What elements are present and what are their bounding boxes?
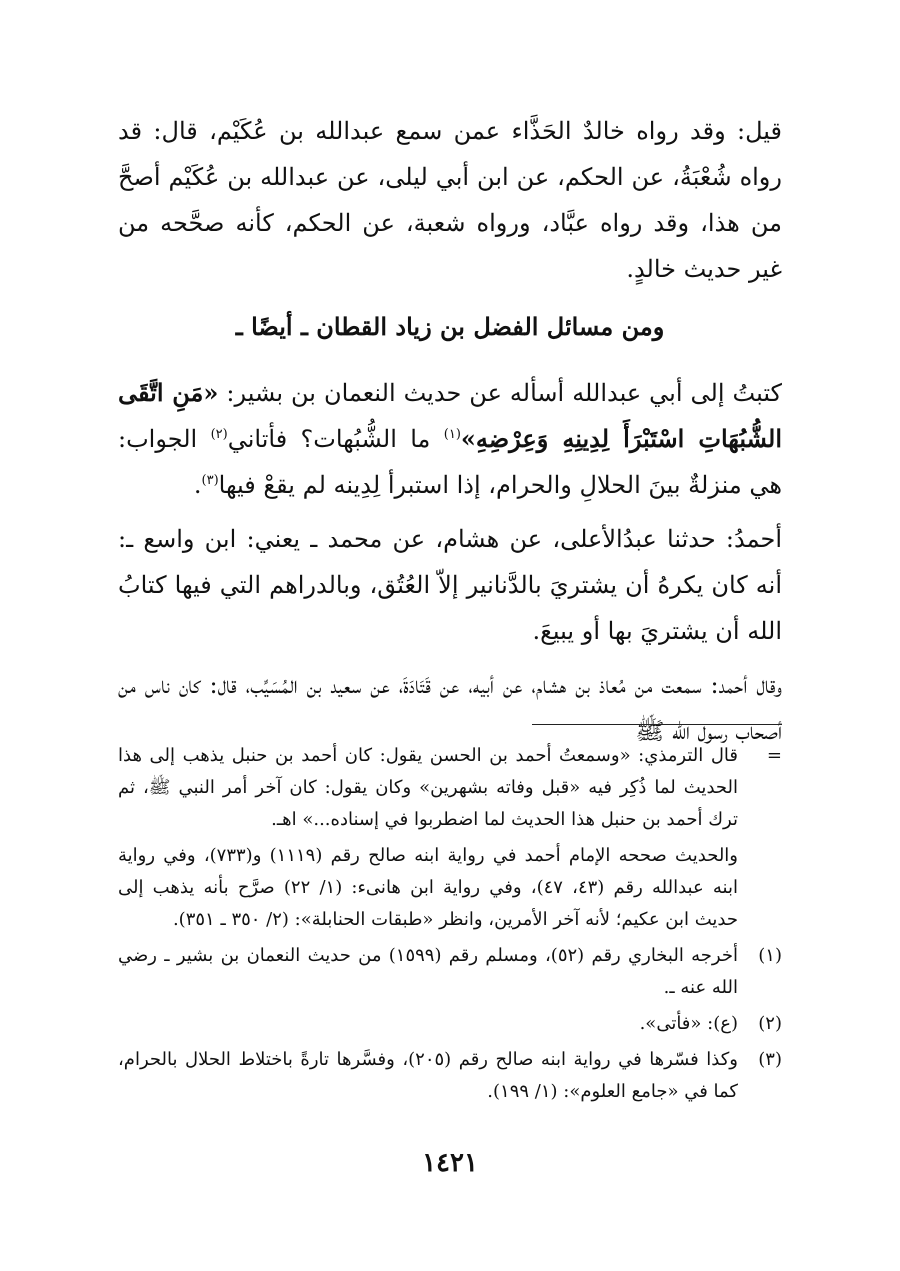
paragraph-2-intro: كتبتُ إلى أبي عبدالله أسأله عن حديث النعمان بن بشير: [218, 379, 782, 407]
footnote-number-2: (٢) [758, 1013, 782, 1034]
footnote-continuation-1 [118, 740, 782, 836]
footnote-text-1: أخرجه البخاري رقم (٥٢)، ومسلم رقم (١٥٩٩) من حديث النعمان بن بشير ـ رضي الله عنه ـ. [118, 945, 738, 998]
footnote-number-1: (١) [758, 945, 782, 966]
footnote-ref-3[interactable]: (٣) [201, 473, 219, 488]
paragraph-3: أحمدُ: حدثنا عبدُالأعلى، عن هشام، عن محمد ـ يعني: ابن واسع ـ: أنه كان يكرهُ أن يشتريَ بالدَّنانير إلاّ العُتُق، وبالدراهم التي فيها كتابُ الله أن يشتريَ بها أو يبيعَ. [118, 525, 782, 645]
footnote-1 [118, 940, 782, 1004]
footnote-2 [118, 1008, 782, 1040]
paragraph-2-mid: ما الشُّبُهات؟ فأتاني [227, 425, 444, 453]
hadith-quote: «مَنِ اتَّقَى الشُّبُهَاتِ اسْتَبْرَأَ لِدِينِهِ وَعِرْضِهِ» [118, 378, 782, 453]
paragraph-2 [118, 370, 782, 508]
footnote-ref-2[interactable]: (٢) [210, 427, 228, 442]
footnotes-section [118, 740, 782, 1112]
paragraph-4: وقال أحمد: سمعت من مُعاذ بن هشام، عن أبيه، عن قَتَادَةَ، عن سعيد بن المُسَيِّب، قال: كان ناس من أصحاب رسول الله ﷺ [118, 671, 782, 745]
footnote-continuation-text-1: قال الترمذي: «وسمعتُ أحمد بن الحسن يقول: كان أحمد بن حنبل يذهب إلى هذا الحديث لما ذُكِر فيه «قبل وفاته بشهرين» وكان يقول: كان آخر أمر النبي ﷺ، ثم ترك أحمد بن حنبل هذا الحديث لما اضطربوا في إسناده...» اهـ. [118, 745, 738, 830]
page-number: ١٤٢١ [422, 1148, 478, 1178]
section-heading: ومن مسائل الفضل بن زياد القطان ـ أيضًا ـ [235, 312, 665, 341]
footnote-number-3: (٣) [758, 1049, 782, 1070]
footnote-separator [532, 724, 782, 725]
footnote-text-2: (ع): «فأتى». [639, 1013, 738, 1034]
footnote-text-3: وكذا فسّرها في رواية ابنه صالح رقم (٢٠٥)، وفسَّرها تارةً باختلاط الحلال بالحرام، كما في «جامع العلوم»: (١/ ١٩٩). [118, 1049, 738, 1102]
paragraph-1: قيل: وقد رواه خالدٌ الحَذَّاء عمن سمع عبدالله بن عُكَيْم، قال: قد رواه شُعْبَةُ، عن الحكم، عن ابن أبي ليلى، عن عبدالله بن عُكَيْم أصحَّ من هذا، وقد رواه عبَّاد، ورواه شعبة، عن الحكم، كأنه صحَّحه من غير حديث خالدٍ. [118, 117, 782, 283]
footnote-continuation-2: والحديث صححه الإمام أحمد في رواية ابنه صالح رقم (١١١٩) و(٧٣٣)، وفي رواية ابنه عبدالله رقم (٤٣، ٤٧)، وفي رواية ابن هانىء: (١/ ٢٢) صرَّح بأنه يذهب إلى حديث ابن عكيم؛ لأنه آخر الأمرين، وانظر «طبقات الحنابلة»: (٢/ ٣٥٠ ـ ٣٥١). [118, 845, 738, 930]
paragraph-2-answer: الجواب: هي منزلةٌ بينَ الحلالِ والحرام، إذا استبرأ لِدِينه لم يقعْ فيها [118, 425, 782, 499]
paragraph-2-end: . [193, 471, 202, 499]
continuation-mark: = [766, 745, 782, 766]
footnote-ref-1[interactable]: (١) [443, 427, 461, 442]
footnote-3 [118, 1044, 782, 1108]
